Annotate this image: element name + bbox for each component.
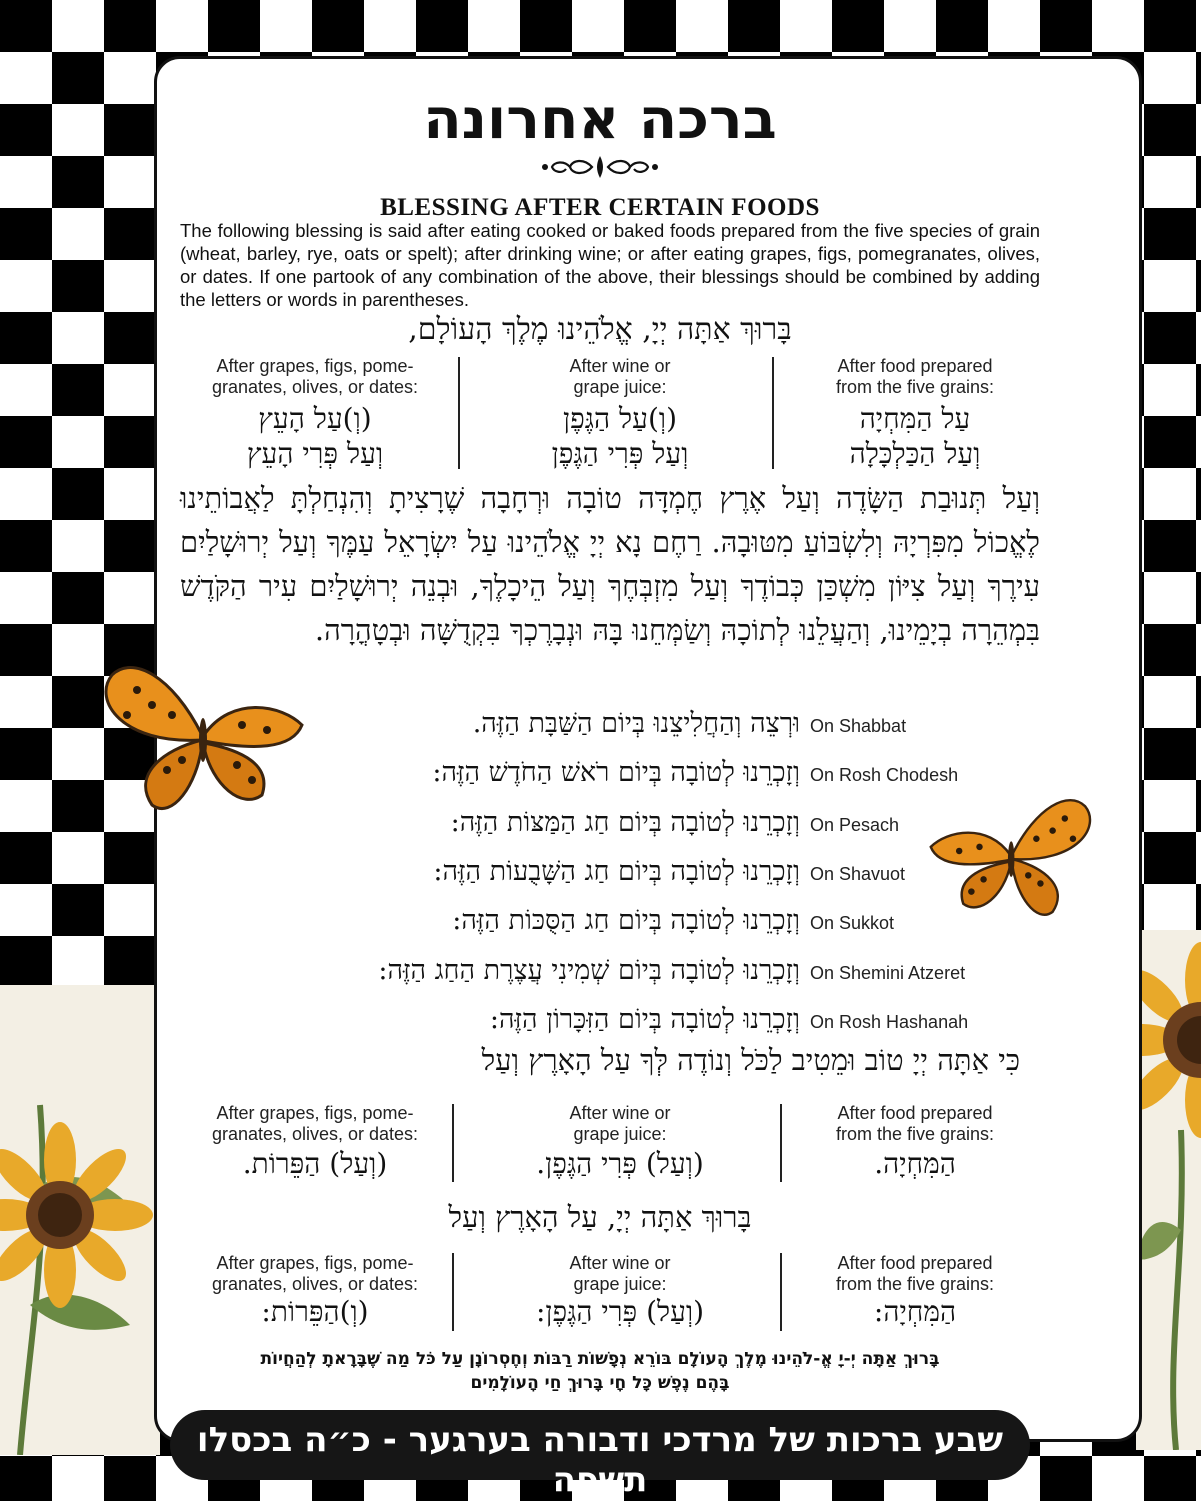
checker-square xyxy=(52,364,104,416)
fruit-label-line2: granates, olives, or dates: xyxy=(211,377,419,397)
ki-ata-line: כִּי אַתָּה יְיָ טוֹב וּמֵטִיב לַכֹּל וְנוֹדֶה לְּךָ עַל הָאָרֶץ וְעַל xyxy=(481,1043,1020,1077)
column-divider xyxy=(458,357,460,469)
checker-square xyxy=(1144,520,1196,572)
checker-square xyxy=(104,832,156,884)
checker-square xyxy=(520,0,572,52)
checker-square xyxy=(0,312,52,364)
checker-square xyxy=(104,520,156,572)
column-divider xyxy=(780,1104,782,1182)
checker-square xyxy=(1196,52,1201,104)
grain-label-line1: After food prepared xyxy=(837,1253,993,1273)
checker-square xyxy=(52,260,104,312)
checker-square xyxy=(728,0,780,52)
checker-square xyxy=(1196,468,1201,520)
checker-square xyxy=(1144,208,1196,260)
grain-text: הַמִּחְיָה. xyxy=(874,1147,956,1180)
occasion-text: וְזָכְרֵנוּ לְטוֹבָה בְּיוֹם חַג הַמַּצּוֹת הַזֶּה: xyxy=(450,807,800,838)
column-divider xyxy=(452,1253,454,1331)
checker-square xyxy=(312,0,364,52)
checker-square xyxy=(1144,832,1196,884)
checker-square xyxy=(104,312,156,364)
opening-blessing: בָּרוּךְ אַתָּה יְיָ, אֱלֹהֵינוּ מֶלֶךְ הָעוֹלָם, xyxy=(408,312,792,347)
checker-square xyxy=(0,936,52,988)
grain-label-line2: from the five grains: xyxy=(835,377,995,397)
checker-square xyxy=(104,104,156,156)
wine-text-2: וְעַל פְּרִי הַגֶּפֶן xyxy=(551,437,689,470)
checker-square xyxy=(1144,728,1196,780)
wine-label-line1: After wine or xyxy=(569,356,671,376)
grain-text: הַמִּחְיָה: xyxy=(873,1295,957,1328)
checker-square xyxy=(104,936,156,988)
occasion-text: וְזָכְרֵנוּ לְטוֹבָה בְּיוֹם שְׁמִינִי עֲצֶרֶת הַחַג הַזֶּה: xyxy=(378,955,800,986)
checker-square xyxy=(1144,1456,1196,1501)
main-blessing-paragraph: וְעַל תְּנוּבַת הַשָּׂדֶה וְעַל אֶרֶץ חֶמְדָּה טוֹבָה וּרְחָבָה שֶׁרָצִיתָ וְהִנְחַלְתָּ לַאֲבוֹתֵינוּ לֶאֱכוֹל מִפִּרְיָהּ וְלִשְׂבּוֹעַ מִטּוּבָהּ. רַחֶם נָא יְיָ אֱלֹהֵינוּ עַל יִשְׂרָאֵל עַמֶּךָ וְעַל יְרוּשָׁלַיִם עִירֶךָ וְעַל צִיּוֹן מִשְׁכַּן כְּבוֹדֶךָ וְעַל מִזְבְּחֶךָ וְעַל הֵיכָלֶךָ, וּבְנֵה יְרוּשָׁלַיִם עִיר הַקֹּדֶשׁ בִּמְהֵרָה בְיָמֵינוּ, וְהַעֲלֵנוּ לְתוֹכָהּ וְשַׂמְּחֵנוּ בָּהּ וּנְבָרֶכְךָ בִּקְדֻשָּׁה וּבְטָהֳרָה. xyxy=(180,481,1040,647)
checker-square xyxy=(1144,0,1196,52)
checker-square xyxy=(0,104,52,156)
fruit-label-line2: granates, olives, or dates: xyxy=(211,1274,419,1294)
checker-square xyxy=(104,416,156,468)
grain-text-2: וְעַל הַכַּלְכָּלָה xyxy=(849,437,981,470)
fruit-text-2: וְעַל פְּרִי הָעֵץ xyxy=(246,437,384,470)
checker-square xyxy=(104,208,156,260)
fruit-text: (וְ)הַפֵּרוֹת: xyxy=(261,1295,369,1328)
checker-square xyxy=(1144,104,1196,156)
wine-text-1: (וְ)עַל הַגֶּפֶן xyxy=(562,402,677,435)
checker-square xyxy=(52,156,104,208)
column-divider xyxy=(452,1104,454,1182)
checker-square xyxy=(416,0,468,52)
occasion-label: On Rosh Chodesh xyxy=(810,765,959,785)
column-divider xyxy=(772,357,774,469)
wine-label-line2: grape juice: xyxy=(573,1274,667,1294)
occasion-label: On Sukkot xyxy=(810,913,895,933)
occasion-label: On Shavuot xyxy=(810,864,906,884)
checker-square xyxy=(1144,416,1196,468)
checker-square xyxy=(52,572,104,624)
checker-square xyxy=(104,0,156,52)
wine-label-line1: After wine or xyxy=(569,1103,671,1123)
checker-square xyxy=(1144,624,1196,676)
dedication-text: שבע ברכות של מרדכי ודבורה בערגער - כ״ה בכסלו תשפה xyxy=(196,1420,1004,1500)
checker-square xyxy=(1196,260,1201,312)
sunflower-left-decoration xyxy=(0,985,160,1455)
subtitle: BLESSING AFTER CERTAIN FOODS xyxy=(380,194,820,221)
fruit-label-line1: After grapes, figs, pome- xyxy=(216,1103,414,1123)
checker-square xyxy=(1196,676,1201,728)
checker-square xyxy=(1196,780,1201,832)
checker-square xyxy=(1196,364,1201,416)
fruit-label-line1: After grapes, figs, pome- xyxy=(216,356,414,376)
baruch-closing: בָּרוּךְ אַתָּה יְיָ, עַל הָאָרֶץ וְעַל xyxy=(448,1200,752,1234)
checker-square xyxy=(0,416,52,468)
checker-square xyxy=(0,0,52,52)
fruit-label-line2: granates, olives, or dates: xyxy=(211,1124,419,1144)
occasion-label: On Pesach xyxy=(810,815,900,835)
occasion-text: וְזָכְרֵנוּ לְטוֹבָה בְּיוֹם חַג הַשָּׁבֻעוֹת הַזֶּה: xyxy=(433,856,800,887)
occasion-text: וְזָכְרֵנוּ לְטוֹבָה בְּיוֹם רֹאשׁ הַחֹדֶשׁ הַזֶּה: xyxy=(432,757,800,788)
fruit-text: (וְעַל) הַפֵּרוֹת. xyxy=(242,1147,388,1180)
sunflower-right-decoration xyxy=(1136,930,1201,1450)
checker-square xyxy=(52,884,104,936)
wine-text: (וְעַל) פְּרִי הַגֶּפֶן. xyxy=(536,1147,704,1180)
checker-square xyxy=(1040,1456,1092,1501)
borei-nefashot-line1: בָּרוּךְ אַתָּה יְ-יָ אֱ-לֹהֵינוּ מֶלֶךְ הָעוֹלָם בּוֹרֵא נְפָשׁוֹת רַבּוֹת וְחֶסְרוֹנָן עַל כֹּל מַה שֶׁבָּרָאתָ לְהַחֲיוֹת xyxy=(260,1349,940,1369)
fruit-text-1: (וְ)עַל הָעֵץ xyxy=(258,402,372,435)
wine-label-line2: grape juice: xyxy=(573,1124,667,1144)
butterfly-left-icon xyxy=(92,655,312,815)
grain-label-line1: After food prepared xyxy=(837,1103,993,1123)
checker-square xyxy=(104,1456,156,1501)
grain-label-line1: After food prepared xyxy=(837,356,993,376)
checker-square xyxy=(1144,312,1196,364)
checker-square xyxy=(0,1456,52,1501)
occasion-label: On Shemini Atzeret xyxy=(810,963,966,983)
checker-square xyxy=(1040,0,1092,52)
checker-square xyxy=(1196,156,1201,208)
checker-square xyxy=(0,624,52,676)
checker-square xyxy=(1196,884,1201,936)
checker-square xyxy=(624,0,676,52)
checker-square xyxy=(0,832,52,884)
occasion-label: On Shabbat xyxy=(810,716,907,736)
wine-label-line1: After wine or xyxy=(569,1253,671,1273)
checker-square xyxy=(936,0,988,52)
occasion-text: וּרְצֵה וְהַחֲלִיצֵנוּ בְּיוֹם הַשַּׁבָּת הַזֶּה. xyxy=(472,708,800,739)
checker-square xyxy=(52,52,104,104)
checker-square xyxy=(0,520,52,572)
checker-square xyxy=(208,0,260,52)
intro-paragraph: The following blessing is said after eating cooked or baked foods prepared from the five species of grain (wheat, barley, rye, oats or spelt); after drinking wine; or after eating grapes, figs, pomegranates, olives, or dates. If one partook of any combination of the above, their blessings should be combined by adding the letters or words in parentheses. xyxy=(180,220,1040,310)
occasion-label: On Rosh Hashanah xyxy=(810,1012,969,1032)
checker-square xyxy=(1196,572,1201,624)
checker-square xyxy=(0,728,52,780)
occasion-text: וְזָכְרֵנוּ לְטוֹבָה בְּיוֹם הַזִּכָּרוֹן הַזֶּה: xyxy=(489,1004,800,1035)
occasion-text: וְזָכְרֵנוּ לְטוֹבָה בְּיוֹם חַג הַסֻּכּוֹת הַזֶּה: xyxy=(452,905,800,936)
flourish-ornament-icon xyxy=(540,152,660,182)
grain-label-line2: from the five grains: xyxy=(835,1124,995,1144)
column-divider xyxy=(780,1253,782,1331)
checker-square xyxy=(0,208,52,260)
wine-text: (וְעַל) פְּרִי הַגֶּפֶן: xyxy=(535,1295,705,1328)
fruit-label-line1: After grapes, figs, pome- xyxy=(216,1253,414,1273)
butterfly-right-icon xyxy=(922,790,1102,920)
checker-square xyxy=(52,468,104,520)
grain-text-1: עַל הַמִּחְיָה xyxy=(859,402,971,435)
grain-label-line2: from the five grains: xyxy=(835,1274,995,1294)
wine-label-line2: grape juice: xyxy=(573,377,667,397)
borei-nefashot-line2: בָּהֶם נֶפֶשׁ כָּל חָי בָּרוּךְ חַי הָעוֹלָמִים xyxy=(470,1373,730,1393)
checker-square xyxy=(832,0,884,52)
page-title: ברכה אחרונה xyxy=(423,87,777,152)
